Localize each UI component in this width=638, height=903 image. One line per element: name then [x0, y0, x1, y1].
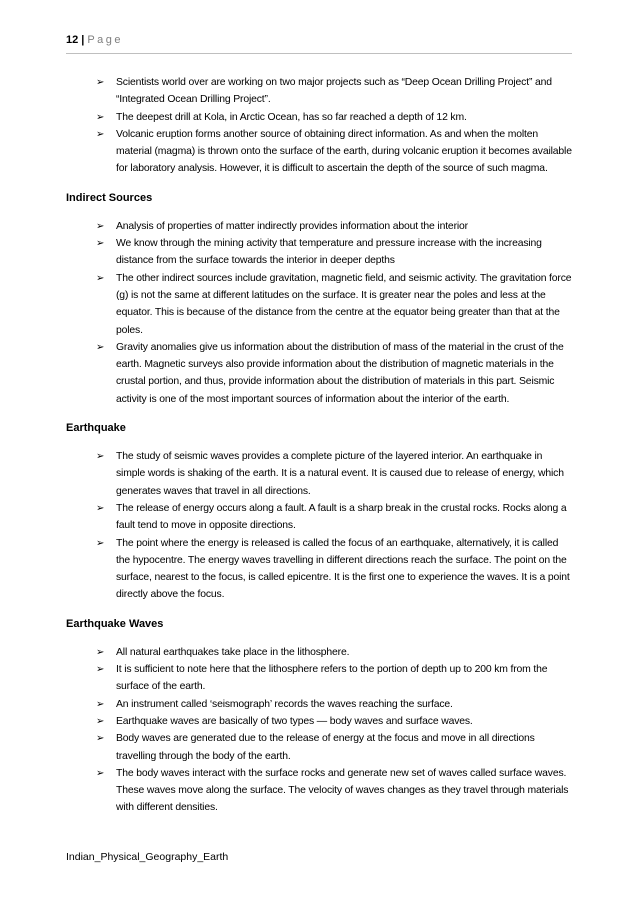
page-number: 12 — [66, 34, 79, 46]
section-heading-indirect-sources: Indirect Sources — [66, 191, 153, 204]
arrow-bullet-icon: ➢ — [96, 77, 105, 88]
list-item: ➢ Analysis of properties of matter indirectly provides information about the interior — [66, 218, 572, 235]
list-item: ➢ All natural earthquakes take place in the lithosphere. — [66, 644, 572, 661]
list-item: ➢ Earthquake waves are basically of two types — body waves and surface waves. — [66, 713, 572, 730]
bullet-list-earthquake — [66, 448, 572, 604]
list-item: ➢ The body waves interact with the surface rocks and generate new set of waves called surface waves. These waves move along the surface. The velocity of waves changes as they travel through materials with different densities. — [66, 765, 572, 817]
bullet-list-direct-sources — [66, 74, 572, 178]
arrow-bullet-icon: ➢ — [96, 220, 105, 232]
arrow-bullet-icon: ➢ — [96, 646, 105, 658]
arrow-bullet-icon: ➢ — [96, 537, 105, 549]
list-item: ➢ An instrument called ‘seismograph’ records the waves reaching the surface. — [66, 696, 572, 713]
section-heading-earthquake: Earthquake — [66, 422, 126, 435]
list-item: ➢ The point where the energy is released is called the focus of an earthquake, alternatively, it is called the hypocentre. The energy waves travelling in different directions reach the surface. The point on the surface, nearest to the focus, is called epicentre. It is the first one to experience the waves. It is a point directly above the focus. — [66, 535, 572, 604]
document-body — [66, 74, 572, 830]
arrow-bullet-icon: ➢ — [96, 733, 105, 745]
list-item: ➢ The other indirect sources include gravitation, magnetic field, and seismic activity. The gravitation force (g) is not the same at different latitudes on the surface. It is greater near the poles and less at the equator. This is because of the distance from the centre at the equator being greater than that at the poles. — [66, 270, 572, 339]
bullet-list-earthquake-waves — [66, 644, 572, 817]
header-separator: | — [81, 34, 85, 46]
arrow-bullet-icon: ➢ — [96, 128, 105, 140]
list-item: ➢ The release of energy occurs along a fault. A fault is a sharp break in the crustal rocks. Rocks along a fault tend to move in opposite directions. — [66, 500, 572, 535]
page-label: Page — [87, 34, 124, 46]
list-item: ➢ Gravity anomalies give us information about the distribution of mass of the material in the crust of the earth. Magnetic surveys also provide information about the distribution of magnetic materials in the crustal portion, and thus, provide information about the distribution of materials in this part. Seismic activity is one of the most important sources of information about the interior of the earth. — [66, 339, 572, 408]
list-item: ➢ Scientists world over are working on two major projects such as “Deep Ocean Drilling Project” and “Integrated Ocean Drilling Project”. — [66, 74, 572, 109]
list-item: ➢ The study of seismic waves provides a complete picture of the layered interior. An earthquake in simple words is shaking of the earth. It is a natural event. It is caused due to release of energy, which generates waves that travel in all directions. — [66, 448, 572, 500]
arrow-bullet-icon: ➢ — [96, 111, 105, 123]
arrow-bullet-icon: ➢ — [96, 451, 105, 463]
page-header — [66, 34, 572, 54]
arrow-bullet-icon: ➢ — [96, 341, 105, 353]
list-item: ➢ The deepest drill at Kola, in Arctic Ocean, has so far reached a depth of 12 km. — [66, 109, 572, 126]
arrow-bullet-icon: ➢ — [96, 715, 105, 727]
page-footer: Indian_Physical_Geography_Earth — [66, 851, 229, 863]
list-item: ➢ It is sufficient to note here that the lithosphere refers to the portion of depth up to 200 km from the surface of the earth. — [66, 661, 572, 696]
arrow-bullet-icon: ➢ — [96, 502, 105, 514]
list-item: ➢ Volcanic eruption forms another source of obtaining direct information. As and when the molten material (magma) is thrown onto the surface of the earth, during volcanic eruption it becomes available for laboratory analysis. However, it is difficult to ascertain the depth of the source of such magma. — [66, 126, 572, 178]
list-item: ➢ We know through the mining activity that temperature and pressure increase with the increasing distance from the surface towards the interior in deeper depths — [66, 235, 572, 270]
arrow-bullet-icon: ➢ — [96, 272, 105, 284]
arrow-bullet-icon: ➢ — [96, 664, 105, 676]
arrow-bullet-icon: ➢ — [96, 698, 105, 710]
arrow-bullet-icon: ➢ — [96, 238, 105, 250]
arrow-bullet-icon: ➢ — [96, 767, 105, 779]
section-heading-earthquake-waves: Earthquake Waves — [66, 617, 164, 630]
list-item: ➢ Body waves are generated due to the release of energy at the focus and move in all directions travelling through the body of the earth. — [66, 730, 572, 765]
bullet-list-indirect-sources — [66, 218, 572, 408]
